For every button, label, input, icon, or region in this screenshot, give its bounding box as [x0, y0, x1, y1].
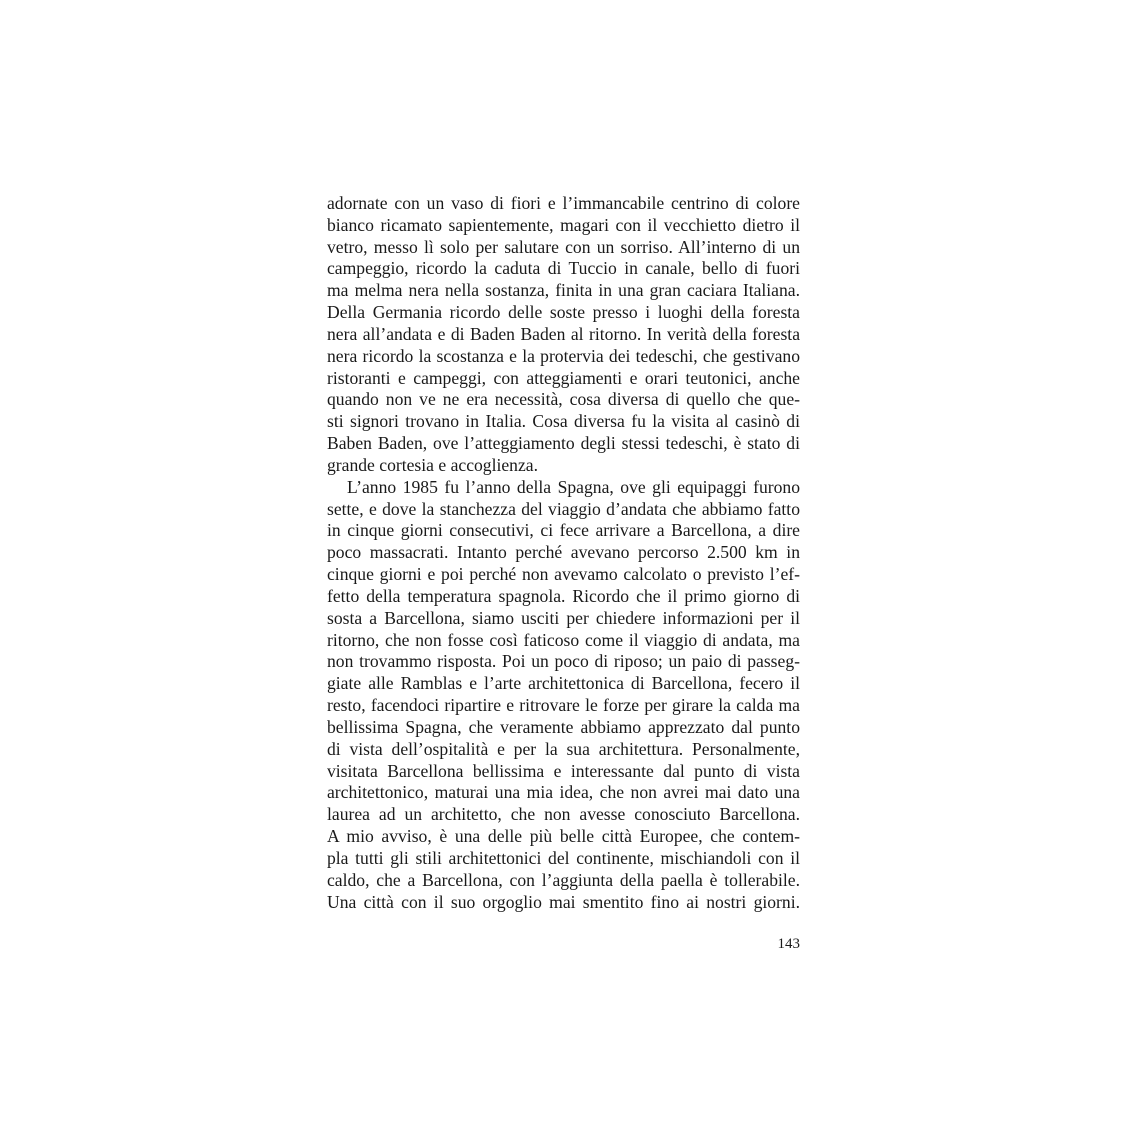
text-line: ma melma nera nella sostanza, finita in una gran caciara Italiana.: [327, 280, 800, 301]
text-line: nera all’andata e di Baden Baden al ritorno. In verità della foresta: [327, 323, 800, 344]
text-line: visitata Barcellona bellissima e interessante dal punto di vista: [327, 760, 800, 781]
text-line: A mio avviso, è una delle più belle città Europee, che contem-: [327, 826, 800, 847]
paragraph: [327, 193, 800, 477]
text-line: in cinque giorni consecutivi, ci fece arrivare a Barcellona, a dire: [327, 520, 800, 541]
text-line: sette, e dove la stanchezza del viaggio d’andata che abbiamo fatto: [327, 498, 800, 519]
page-number: 143: [777, 936, 800, 952]
text-line: resto, facendoci ripartire e ritrovare le forze per girare la calda ma: [327, 695, 800, 716]
text-line: quando non ve ne era necessità, cosa diversa di quello che que-: [327, 389, 800, 410]
text-line: architettonico, maturai una mia idea, che non avrei mai dato una: [327, 782, 800, 803]
text-line: bellissima Spagna, che veramente abbiamo apprezzato dal punto: [327, 716, 800, 737]
text-line: caldo, che a Barcellona, con l’aggiunta della paella è tollerabile.: [327, 869, 800, 890]
text-line: grande cortesia e accoglienza.: [327, 454, 538, 475]
text-line: nera ricordo la scostanza e la protervia dei tedeschi, che gestivano: [327, 345, 800, 366]
text-line: non trovammo risposta. Poi un poco di riposo; un paio di passeg-: [327, 651, 800, 672]
text-line: adornate con un vaso di fiori e l’immancabile centrino di colore: [327, 193, 800, 213]
text-line: pla tutti gli stili architettonici del continente, mischiandoli con il: [327, 847, 800, 868]
text-line: ristoranti e campeggi, con atteggiamenti e orari teutonici, anche: [327, 367, 800, 388]
text-line: L’anno 1985 fu l’anno della Spagna, ove gli equipaggi furono: [347, 476, 800, 497]
text-line: bianco ricamato sapientemente, magari con il vecchietto dietro il: [327, 214, 800, 235]
text-line: Baben Baden, ove l’atteggiamento degli stessi tedeschi, è stato di: [327, 433, 800, 454]
text-line: vetro, messo lì solo per salutare con un sorriso. All’interno di un: [327, 236, 800, 257]
text-line: sti signori trovano in Italia. Cosa diversa fu la visita al casinò di: [327, 411, 800, 432]
text-line: campeggio, ricordo la caduta di Tuccio in canale, bello di fuori: [327, 258, 800, 279]
text-line: cinque giorni e poi perché non avevamo calcolato o previsto l’ef-: [327, 564, 800, 585]
paragraph: [327, 477, 800, 914]
text-line: ritorno, che non fosse così faticoso come il viaggio di andata, ma: [327, 629, 800, 650]
text-line: laurea ad un architetto, che non avesse conosciuto Barcellona.: [327, 804, 800, 825]
text-line: di vista dell’ospitalità e per la sua architettura. Personalmente,: [327, 738, 800, 759]
text-line: Una città con il suo orgoglio mai smentito fino ai nostri giorni.: [327, 891, 800, 912]
text-line: sosta a Barcellona, siamo usciti per chiedere informazioni per il: [327, 607, 800, 628]
text-line: poco massacrati. Intanto perché avevano percorso 2.500 km in: [327, 542, 800, 563]
text-line: Della Germania ricordo delle soste presso i luoghi della foresta: [327, 302, 800, 323]
text-line: giate alle Ramblas e l’arte architettonica di Barcellona, fecero il: [327, 673, 800, 694]
body-text: [327, 193, 800, 913]
text-line: fetto della temperatura spagnola. Ricordo che il primo giorno di: [327, 585, 800, 606]
